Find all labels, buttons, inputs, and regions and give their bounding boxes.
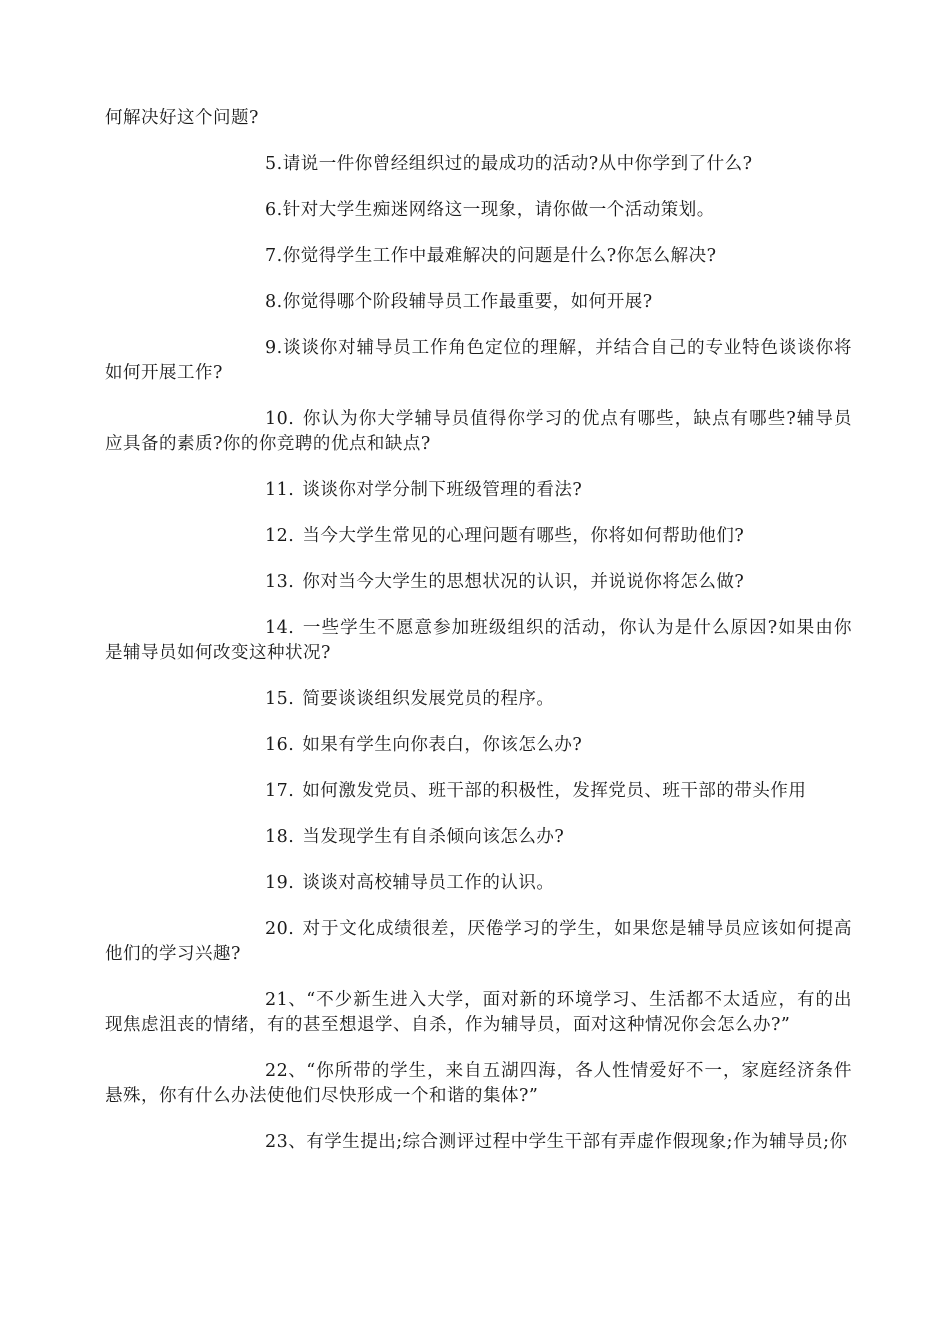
item-text: 当发现学生有自杀倾向该怎么办? xyxy=(302,827,565,847)
item-number: 5. xyxy=(265,154,283,174)
item-number: 20. xyxy=(265,919,295,939)
item-text: 简要谈谈组织发展党员的程序。 xyxy=(302,689,555,709)
item-text: 当今大学生常见的心理问题有哪些，你将如何帮助他们? xyxy=(302,526,745,546)
list-item xyxy=(105,152,852,177)
list-item xyxy=(105,524,852,549)
item-text: 有学生提出;综合测评过程中学生干部有弄虚作假现象;作为辅导员;你 xyxy=(306,1132,848,1152)
item-number: 9. xyxy=(265,338,283,358)
item-number: 10. xyxy=(265,409,295,429)
item-text: 你觉得哪个阶段辅导员工作最重要，如何开展? xyxy=(282,292,653,312)
list-item xyxy=(105,290,852,315)
document-body xyxy=(105,106,852,1176)
item-text: 针对大学生痴迷网络这一现象，请你做一个活动策划。 xyxy=(282,200,715,220)
item-number: 18. xyxy=(265,827,295,847)
list-item xyxy=(105,917,852,967)
item-number: 19. xyxy=(265,873,295,893)
item-number: 23、 xyxy=(265,1132,307,1152)
list-item xyxy=(105,1130,852,1155)
item-number: 13. xyxy=(265,572,295,592)
list-item xyxy=(105,1059,852,1109)
item-number: 21、 xyxy=(265,990,307,1010)
list-item xyxy=(105,779,852,804)
list-item xyxy=(105,336,852,386)
list-item xyxy=(105,570,852,595)
list-item xyxy=(105,871,852,896)
list-item xyxy=(105,687,852,712)
item-text: 你认为你大学辅导员值得你学习的优点有哪些，缺点有哪些?辅导员应具备的素质?你的你竞聘的优点和缺点? xyxy=(105,409,852,454)
continuation-text: 何解决好这个问题? xyxy=(105,108,259,128)
item-text: 谈谈对高校辅导员工作的认识。 xyxy=(302,873,555,893)
item-number: 15. xyxy=(265,689,295,709)
item-text: 如何激发党员、班干部的积极性，发挥党员、班干部的带头作用 xyxy=(302,781,807,801)
list-item xyxy=(105,478,852,503)
item-number: 22、 xyxy=(265,1061,307,1081)
item-number: 14. xyxy=(265,618,295,638)
list-item xyxy=(105,244,852,269)
item-text: 你觉得学生工作中最难解决的问题是什么?你怎么解决? xyxy=(282,246,717,266)
item-text: 如果有学生向你表白，你该怎么办? xyxy=(302,735,583,755)
item-text: 对于文化成绩很差，厌倦学习的学生，如果您是辅导员应该如何提高他们的学习兴趣? xyxy=(105,919,852,964)
item-number: 6. xyxy=(265,200,283,220)
item-text: “你所带的学生，来自五湖四海，各人性情爱好不一，家庭经济条件悬殊，你有什么办法使他们尽快形成一个和谐的集体?” xyxy=(105,1061,852,1106)
list-item xyxy=(105,825,852,850)
list-item xyxy=(105,198,852,223)
item-number: 17. xyxy=(265,781,295,801)
item-number: 7. xyxy=(265,246,283,266)
item-number: 16. xyxy=(265,735,295,755)
item-text: 谈谈你对学分制下班级管理的看法? xyxy=(302,480,583,500)
item-text: 谈谈你对辅导员工作角色定位的理解，并结合自己的专业特色谈谈你将如何开展工作? xyxy=(105,338,852,383)
item-number: 11. xyxy=(265,480,295,500)
item-number: 8. xyxy=(265,292,283,312)
list-item xyxy=(105,988,852,1038)
list-item xyxy=(105,616,852,666)
item-text: 一些学生不愿意参加班级组织的活动，你认为是什么原因?如果由你是辅导员如何改变这种状况? xyxy=(105,618,852,663)
item-text: 你对当今大学生的思想状况的认识，并说说你将怎么做? xyxy=(302,572,745,592)
list-item xyxy=(105,407,852,457)
item-text: “不少新生进入大学，面对新的环境学习、生活都不太适应，有的出现焦虑沮丧的情绪，有的甚至想退学、自杀，作为辅导员，面对这种情况你会怎么办?” xyxy=(105,990,852,1035)
item-number: 12. xyxy=(265,526,295,546)
list-item xyxy=(105,733,852,758)
item-text: 请说一件你曾经组织过的最成功的活动?从中你学到了什么? xyxy=(282,154,753,174)
